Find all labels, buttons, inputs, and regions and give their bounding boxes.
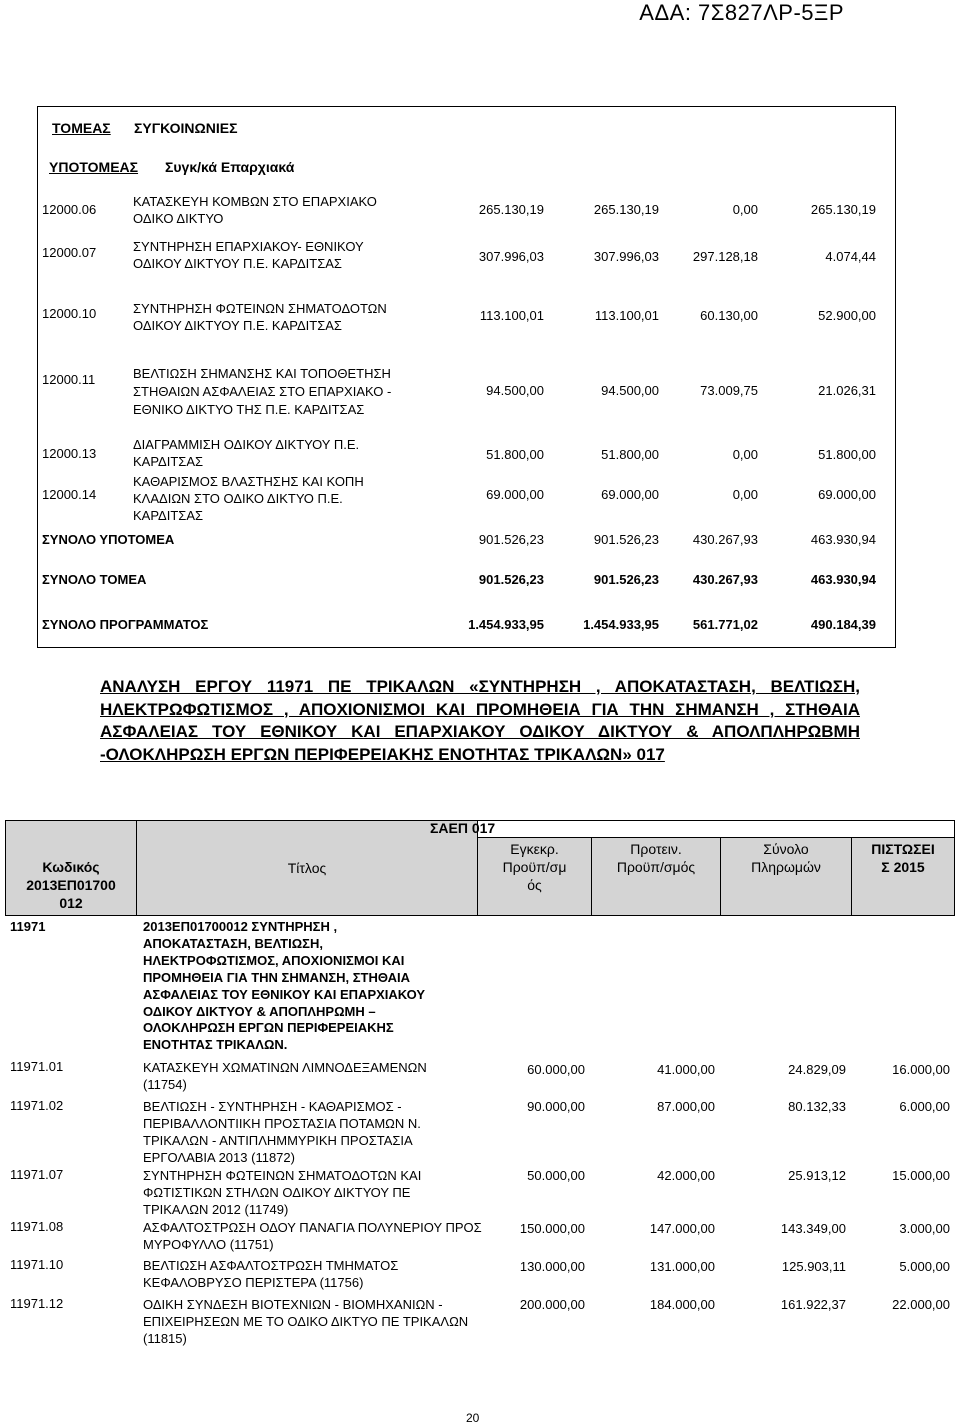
row-credits: 21.026,31: [818, 383, 876, 398]
main-project-title: 2013ΕΠ01700012 ΣΥΝΤΗΡΗΣΗ , ΑΠΟΚΑΤΑΣΤΑΣΗ, ΒΕΛΤΙΩΣΗ, ΗΛΕΚΤΡΟΦΩΤΙΣΜΟΣ, ΑΠΟΧΙΟΝΙΣΜΟΙ ΚΑΙ ΠΡΟΜΗΘΕΙΑ ΓΙΑ ΤΗΝ ΣΗΜΑΝΣΗ, ΣΤΗΘΑΙΑ ΑΣΦΑΛΕΙΑΣ ΤΟΥ ΕΘΝΙΚΟΥ ΚΑΙ ΕΠΑΡΧΙΑΚΟΥ ΟΔΙΚΟΥ ΔΙΚΤΥΟΥ & ΑΠΟΠΛΗΡΩΜΗ – ΟΛΟΚΛΗΡΩΣΗ ΕΡΓΩΝ ΠΕΡΙΦΕΡΕΙΑΚΗΣ ΕΝΟΤΗΤΑΣ ΤΡΙΚΑΛΩΝ.: [143, 919, 426, 1053]
subproject-paid: 25.913,12: [788, 1168, 846, 1183]
subsector-value: Συγκ/κά Επαρχιακά: [165, 159, 295, 175]
subproject-paid: 125.903,11: [781, 1259, 846, 1274]
subproject-code: 11971.02: [10, 1098, 64, 1113]
subproject-approved: 50.000,00: [527, 1168, 585, 1183]
proposed-budget-header: Προτειν. Προϋπ/σμός: [616, 841, 696, 875]
row-paid: 60.130,00: [700, 308, 758, 323]
row-code: 12000.10: [42, 306, 97, 321]
row-paid: 73.009,75: [700, 383, 758, 398]
subproject-credits: 5.000,00: [899, 1259, 950, 1274]
subproject-paid: 80.132,33: [788, 1099, 846, 1114]
program-total-label: ΣΥΝΟΛΟ ΠΡΟΓΡΑΜΜΑΤΟΣ: [42, 617, 209, 632]
row-approved: 69.000,00: [486, 487, 544, 502]
subproject-paid: 24.829,09: [788, 1062, 846, 1077]
subproject-proposed: 42.000,00: [657, 1168, 715, 1183]
subproject-code: 11971.07: [10, 1167, 64, 1182]
subproject-approved: 60.000,00: [527, 1062, 585, 1077]
row-description: ΒΕΛΤΙΩΣΗ ΣΗΜΑΝΣΗΣ ΚΑΙ ΤΟΠΟΘΕΤΗΣΗ ΣΤΗΘΑΙΩΝ ΑΣΦΑΛΕΙΑΣ ΣΤΟ ΕΠΑΡΧΙΑΚΟ - ΕΘΝΙΚΟ ΔΙΚΤΥΟ ΤΗΣ Π.Ε. ΚΑΡΔΙΤΣΑΣ: [133, 366, 392, 417]
page-number: 20: [466, 1411, 480, 1425]
row-paid: 297.128,18: [692, 249, 758, 264]
subproject-credits: 15.000,00: [892, 1168, 950, 1183]
subproject-credits: 3.000,00: [899, 1221, 950, 1236]
subproject-proposed: 184.000,00: [649, 1297, 715, 1312]
subsector-total-label: ΣΥΝΟΛΟ ΥΠΟΤΟΜΕΑ: [42, 532, 175, 547]
credits-2015-header: ΠΙΣΤΩΣΕΙ Σ 2015: [871, 841, 935, 875]
subproject-proposed: 131.000,00: [649, 1259, 715, 1274]
subproject-title: ΑΣΦΑΛΤΟΣΤΡΩΣΗ ΟΔΟΥ ΠΑΝΑΓΙΑ ΠΟΛΥΝΕΡΙΟΥ ΠΡΟΣ ΜΥΡΟΦΥΛΛΟ (11751): [143, 1220, 482, 1252]
row-description: ΚΑΤΑΣΚΕΥΗ ΚΟΜΒΩΝ ΣΤΟ ΕΠΑΡΧΙΑΚΟ ΟΔΙΚΟ ΔΙΚΤΥΟ: [133, 194, 377, 226]
subproject-title: ΚΑΤΑΣΚΕΥΗ ΧΩΜΑΤΙΝΩΝ ΛΙΜΝΟΔΕΞΑΜΕΝΩΝ (11754): [143, 1060, 427, 1092]
subproject-code: 11971.08: [10, 1219, 64, 1234]
subsector-label: ΥΠΟΤΟΜΕΑΣ: [49, 159, 139, 175]
main-project-code: 11971: [10, 919, 46, 934]
row-paid: 0,00: [732, 487, 758, 502]
subproject-proposed: 147.000,00: [649, 1221, 715, 1236]
row-description: ΣΥΝΤΗΡΗΣΗ ΕΠΑΡΧΙΑΚΟΥ- ΕΘΝΙΚΟΥ ΟΔΙΚΟΥ ΔΙΚΤΥΟΥ Π.Ε. ΚΑΡΔΙΤΣΑΣ: [133, 239, 364, 271]
row-proposed: 94.500,00: [601, 383, 659, 398]
subproject-title: ΣΥΝΤΗΡΗΣΗ ΦΩΤΕΙΝΩΝ ΣΗΜΑΤΟΔΟΤΩΝ ΚΑΙ ΦΩΤΙΣΤΙΚΩΝ ΣΤΗΛΩΝ ΟΔΙΚΟΥ ΔΙΚΤΥΟΥ ΠΕ ΤΡΙΚΑΛΩΝ 2012 (11749): [143, 1168, 422, 1217]
subproject-approved: 130.000,00: [519, 1259, 585, 1274]
row-approved: 265.130,19: [478, 202, 544, 217]
sector-total-approved: 901.526,23: [478, 572, 544, 587]
row-credits: 52.900,00: [818, 308, 876, 323]
row-credits: 51.800,00: [818, 447, 876, 462]
subproject-proposed: 41.000,00: [657, 1062, 715, 1077]
row-approved: 307.996,03: [478, 249, 544, 264]
subproject-paid: 143.349,00: [780, 1221, 846, 1236]
sector-label: ΤΟΜΕΑΣ: [52, 120, 111, 136]
analysis-title: ΑΝΑΛΥΣΗ ΕΡΓΟΥ 11971 ΠΕ ΤΡΙΚΑΛΩΝ «ΣΥΝΤΗΡΗΣΗ , ΑΠΟΚΑΤΑΣΤΑΣΗ, ΒΕΛΤΙΩΣΗ, ΗΛΕΚΤΡΩΦΩΤΙΣΜΟΣ , ΑΠΟΧΙΟΝΙΣΜΟΙ ΚΑΙ ΠΡΟΜΗΘΕΙΑ ΓΙΑ ΤΗΝ ΣΗΜΑΝΣΗ , ΣΤΗΘΑΙΑ ΑΣΦΑΛΕΙΑΣ ΤΟΥ ΕΘΝΙΚΟΥ ΚΑΙ ΕΠΑΡΧΙΑΚΟΥ ΟΔΙΚΟΥ ΔΙΚΤΥΟΥ & ΑΠΟΛΠΛΗΡΩΒΜΗ -ΟΛΟΚΛΗΡΩΣΗ ΕΡΓΩΝ ΠΕΡΙΦΕΡΕΙΑΚΗΣ ΕΝΟΤΗΤΑΣ ΤΡΙΚΑΛΩΝ» 017: [100, 677, 860, 764]
row-paid: 0,00: [732, 202, 758, 217]
subproject-proposed: 87.000,00: [657, 1099, 715, 1114]
sector-value: ΣΥΓΚΟΙΝΩΝΙΕΣ: [134, 120, 238, 136]
subproject-approved: 200.000,00: [519, 1297, 585, 1312]
program-total-approved: 1.454.933,95: [468, 617, 544, 632]
row-description: ΚΑΘΑΡΙΣΜΟΣ ΒΛΑΣΤΗΣΗΣ ΚΑΙ ΚΟΠΗ ΚΛΑΔΙΩΝ ΣΤΟ ΟΔΙΚΟ ΔΙΚΤΥΟ Π.Ε. ΚΑΡΔΙΤΣΑΣ: [133, 474, 364, 523]
sector-total-paid: 430.267,93: [692, 572, 758, 587]
row-approved: 94.500,00: [486, 383, 544, 398]
total-payments-header: Σύνολο Πληρωμών: [751, 841, 821, 875]
code-column-header: Κωδικός 2013ΕΠ01700 012: [26, 859, 116, 911]
row-code: 12000.11: [42, 372, 96, 387]
sector-total-proposed: 901.526,23: [593, 572, 659, 587]
row-proposed: 69.000,00: [601, 487, 659, 502]
row-code: 12000.07: [42, 245, 97, 260]
subproject-code: 11971.01: [10, 1059, 64, 1074]
row-credits: 69.000,00: [818, 487, 876, 502]
row-paid: 0,00: [732, 447, 758, 462]
title-column-header: Τίτλος: [287, 860, 327, 876]
row-approved: 113.100,01: [479, 308, 544, 323]
sector-total-credits: 463.930,94: [810, 572, 876, 587]
approved-budget-header: Εγκεκρ. Προϋπ/σμ ός: [502, 841, 567, 893]
row-code: 12000.14: [42, 487, 97, 502]
subsector-total-paid: 430.267,93: [692, 532, 758, 547]
row-proposed: 113.100,01: [594, 308, 659, 323]
row-credits: 265.130,19: [810, 202, 876, 217]
subproject-title: ΒΕΛΤΙΩΣΗ - ΣΥΝΤΗΡΗΣΗ - ΚΑΘΑΡΙΣΜΟΣ - ΠΕΡΙΒΑΛΛΟΝΤΙΙΚΗ ΠΡΟΣΤΑΣΙΑ ΠΟΤΑΜΩΝ Ν. ΤΡΙΚΑΛΩΝ - ΑΝΤΙΠΛΗΜΜΥΡΙΚΗ ΠΡΟΣΤΑΣΙΑ ΕΡΓΟΛΑΒΙΑ 2013 (11872): [143, 1099, 421, 1165]
row-credits: 4.074,44: [825, 249, 876, 264]
row-code: 12000.06: [42, 202, 97, 217]
subproject-credits: 16.000,00: [892, 1062, 950, 1077]
program-total-credits: 490.184,39: [810, 617, 876, 632]
subproject-code: 11971.12: [10, 1296, 64, 1311]
subproject-credits: 22.000,00: [892, 1297, 950, 1312]
saep-header: ΣΑΕΠ 017: [430, 820, 496, 836]
subsector-total-proposed: 901.526,23: [593, 532, 659, 547]
row-proposed: 307.996,03: [593, 249, 659, 264]
subproject-approved: 150.000,00: [519, 1221, 585, 1236]
row-code: 12000.13: [42, 446, 97, 461]
row-description: ΣΥΝΤΗΡΗΣΗ ΦΩΤΕΙΝΩΝ ΣΗΜΑΤΟΔΟΤΩΝ ΟΔΙΚΟΥ ΔΙΚΤΥΟΥ Π.Ε. ΚΑΡΔΙΤΣΑΣ: [133, 301, 387, 333]
document-code: ΑΔΑ: 7Σ827ΛΡ-5ΞΡ: [639, 0, 844, 25]
sector-total-label: ΣΥΝΟΛΟ ΤΟΜΕΑ: [42, 572, 147, 587]
subproject-title: ΒΕΛΤΙΩΣΗ ΑΣΦΑΛΤΟΣΤΡΩΣΗ ΤΜΗΜΑΤΟΣ ΚΕΦΑΛΟΒΡΥΣΟ ΠΕΡΙΣΤΕΡΑ (11756): [143, 1258, 399, 1290]
subsector-total-approved: 901.526,23: [478, 532, 544, 547]
program-total-paid: 561.771,02: [692, 617, 758, 632]
subsector-total-credits: 463.930,94: [810, 532, 876, 547]
program-total-proposed: 1.454.933,95: [583, 617, 659, 632]
row-approved: 51.800,00: [486, 447, 544, 462]
subproject-code: 11971.10: [10, 1257, 64, 1272]
row-proposed: 51.800,00: [601, 447, 659, 462]
subproject-paid: 161.922,37: [780, 1297, 846, 1312]
row-proposed: 265.130,19: [593, 202, 659, 217]
row-description: ΔΙΑΓΡΑΜΜΙΣΗ ΟΔΙΚΟΥ ΔΙΚΤΥΟΥ Π.Ε. ΚΑΡΔΙΤΣΑΣ: [133, 437, 360, 469]
subproject-credits: 6.000,00: [899, 1099, 950, 1114]
subproject-title: ΟΔΙΚΗ ΣΥΝΔΕΣΗ ΒΙΟΤΕΧΝΙΩΝ - ΒΙΟΜΗΧΑΝΙΩΝ - ΕΠΙΧΕΙΡΗΣΕΩΝ ΜΕ ΤΟ ΟΔΙΚΟ ΔΙΚΤΥΟ ΠΕ ΤΡΙΚΑΛΩΝ (11815): [143, 1297, 469, 1346]
subproject-approved: 90.000,00: [527, 1099, 585, 1114]
